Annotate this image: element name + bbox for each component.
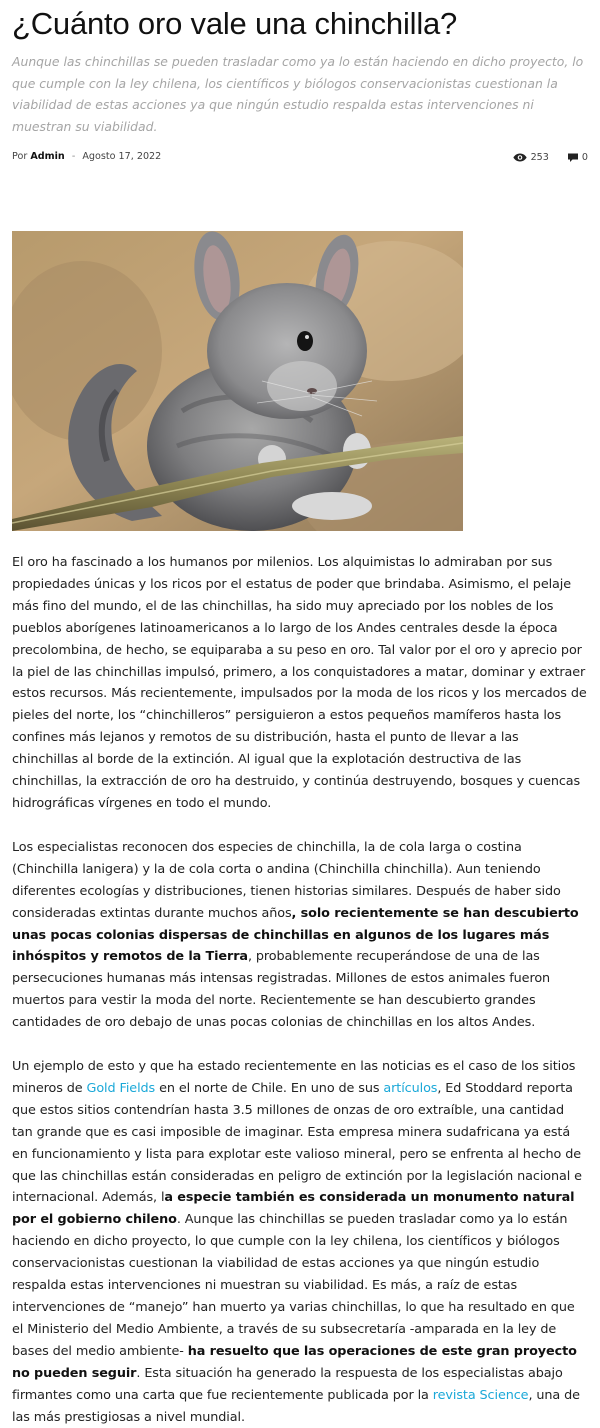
byline-separator: - bbox=[71, 151, 76, 163]
article-body bbox=[12, 552, 588, 1428]
paragraph-3 bbox=[12, 1056, 588, 1428]
by-label: Por bbox=[12, 151, 28, 163]
paragraph-3-text-e: . Esta situación ha generado la respuesta de los especialistas abajo firmantes como una carta que fue recientemente publicada por la bbox=[12, 1365, 563, 1403]
revista-science-link[interactable]: revista Science bbox=[432, 1387, 529, 1403]
gold-fields-link[interactable]: Gold Fields bbox=[86, 1080, 156, 1096]
article-meta bbox=[12, 149, 588, 165]
author-link[interactable]: Admin bbox=[30, 151, 65, 163]
comments-count: 0 bbox=[581, 151, 588, 163]
article-stats bbox=[513, 152, 588, 163]
paragraph-2 bbox=[12, 837, 588, 1034]
paragraph-3-text-b: en el norte de Chile. En uno de sus bbox=[155, 1080, 384, 1096]
paragraph-2-text-c: , probablemente recuperándose de una de las persecuciones humanas más intensas registradas. Millones de estos animales fueron muertos para vestir la moda del norte. Recientemente se han descubierto grandes cantidades de oro debajo de unas pocas colonias de chinchillas en los altos Andes. bbox=[12, 949, 551, 1031]
paragraph-3-text-c: , Ed Stoddard reporta que estos sitios contendrían hasta 3.5 millones de onzas de oro extraíble, una cantidad tan grande que es casi imposible de imaginar. Esta empresa minera sudafricana ya está en funcionamiento y lista para explotar este valioso mineral, pero se enfrenta al hecho de que las chinchillas están consideradas en peligro de extinción por la legislación nacional e internacional. Además, l bbox=[12, 1080, 582, 1206]
eye-icon bbox=[513, 153, 527, 162]
paragraph-3-text-a: Un ejemplo de esto y que ha estado recientemente en las noticias es el caso de los sitios mineros de bbox=[12, 1059, 576, 1096]
paragraph-2-text-a: Los especialistas reconocen dos especies de chinchilla, la de cola larga o costina (Chinchilla lanigera) y la de cola corta o andina (Chinchilla chinchilla). Aun teniendo diferentes ecologías y distribuciones, tienen historias similares. Después de haber sido consideradas extintas durante muchos años bbox=[12, 839, 561, 921]
paragraph-3-bold-1: a especie también es considerada un monumento natural por el gobierno chileno bbox=[12, 1190, 575, 1228]
views-count: 253 bbox=[530, 151, 549, 163]
chinchilla-photo bbox=[12, 231, 463, 531]
views-stat bbox=[513, 152, 549, 163]
byline bbox=[12, 151, 161, 163]
paragraph-3-bold-2: ha resuelto que las operaciones de este gran proyecto no pueden seguir bbox=[12, 1343, 577, 1381]
comment-icon bbox=[568, 153, 578, 162]
publish-date: Agosto 17, 2022 bbox=[82, 151, 162, 163]
paragraph-3-text-d: . Aunque las chinchillas se pueden trasladar como ya lo están haciendo en dicho proyecto, lo que cumple con la ley chilena, los científicos y biólogos conservacionistas cuestionan la viabilidad de estas acciones ya que ningún estudio respalda estas intervenciones ni muestran su viabilidad. Es más, a raíz de estas intervenciones de “manejo” han muerto ya varias chinchillas, lo que ha resultado en que el Ministerio del Medio Ambiente, a través de su subsecretaría -amparada en la ley de bases del medio ambiente- bbox=[12, 1212, 575, 1359]
paragraph-1 bbox=[12, 552, 588, 815]
paragraph-1-text: El oro ha fascinado a los humanos por milenios. Los alquimistas lo admiraban por sus propiedades únicas y los ricos por el estatus de poder que brindaba. Asimismo, el pelaje más fino del mundo, el de las chinchillas, ha sido muy apreciado por los nobles de los pueblos aborígenes latinoamericanos a lo largo de los Andes centrales desde la época precolombina, de hecho, se equiparaba a su peso en oro. Tal valor por el oro y aprecio por la piel de las chinchillas impulsó, primero, a los conquistadores a matar, dominar y extraer estos recursos. Más recientemente, impulsados por la moda de los ricos y los mercados de pieles del norte, los “chinchilleros” persiguieron a estos pequeños mamíferos hasta los confines más lejanos y remotos de su distribución, hasta el punto de llevar a las chinchillas al borde de la extinción. Al igual que la explotación destructiva de las chinchillas, la extracción de oro ha destruido, y continúa destruyendo, bosques y cuencas hidrográficas vírgenes en todo el mundo. bbox=[12, 555, 587, 811]
comments-stat[interactable] bbox=[568, 152, 588, 163]
paragraph-3-text-f: , una de las más prestigiosas a nivel mundial. bbox=[12, 1387, 580, 1425]
articulos-link[interactable]: artículos bbox=[383, 1080, 438, 1096]
article-subtitle: Aunque las chinchillas se pueden trasladar como ya lo están haciendo en dicho proyecto, lo que cumple con la ley chilena, los científicos y biólogos conservacionistas cuestionan la viabilidad de estas acciones ya que ningún estudio respalda estas intervenciones ni muestran su viabilidad. bbox=[12, 54, 584, 134]
paragraph-2-bold: , solo recientemente se han descubierto unas pocas colonias dispersas de chinchillas en algunos de los lugares más inhóspitos y remotos de la Tierra bbox=[12, 905, 579, 965]
article-title: ¿Cuánto oro vale una chinchilla? bbox=[12, 6, 458, 41]
